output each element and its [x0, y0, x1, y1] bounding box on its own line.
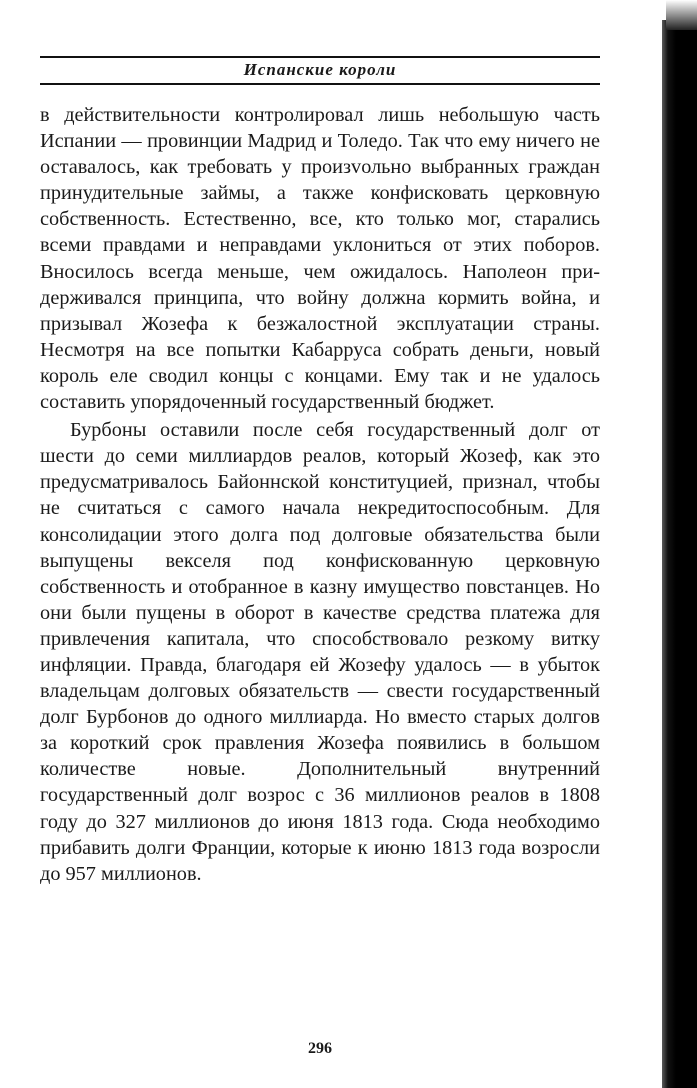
scan-edge-shadow — [662, 20, 697, 1088]
running-title: Испанские короли — [243, 60, 397, 79]
paragraph: в действительности контролировал лишь небольшую часть Испании — провинции Мадрид и Толедо. Так что ему ничего не оставалось, как требовать у произvольно выбранных граждан принудительные займы, а также конфисковать церковную собственность. Естественно, все, кто только мог, старались всеми правдами и неправдами уклониться от этих поборов. Вносилось всегда меньше, чем ожидалось. Наполеон придерживался принципа, что войну должна кормить война, и призывал Жозефа к безжалостной эксплуатации страны. Несмотря на все попытки Кабарруса собрать деньги, новый король еле сводил концы с концами. Ему так и не удалось составить упорядоченный государственный бюджет. — [40, 104, 600, 414]
header-rule-top — [40, 56, 600, 58]
main-text — [40, 102, 600, 887]
scan-edge-top — [666, 0, 697, 30]
page-number: 296 — [308, 1040, 332, 1057]
paragraph: Бурбоны оставили после себя государственный долг от шести до семи миллиардов реалов, который Жозеф, как это предусматривалось Байоннской конституцией, признал, чтобы не считаться с самого начала некредитоспособным. Для консолидации этого долга под долговые обязательства были выпущены векселя под конфискованную церковную собственность и отобранное в казну имущество повстанцев. Но они были пущены в оборот в качестве средства платежа для привлечения капитала, что способствовало резкому витку инфляции. Правда, благодаря ей Жозефу удалось — в убыток владельцам долговых обязательств — свести государственный долг Бурбонов до одного миллиарда. Но вместо старых долгов за короткий срок правления Жозефа появились в большом количестве новые. Дополнительный внутренний государственный долг возрос с 36 миллионов реалов в 1808 году до 327 миллионов до июня 1813 года. Сюда необходимо прибавить долги Франции, которые к июню 1813 года возросли до 957 миллионов. — [40, 419, 600, 885]
header-rule-bottom — [40, 83, 600, 85]
